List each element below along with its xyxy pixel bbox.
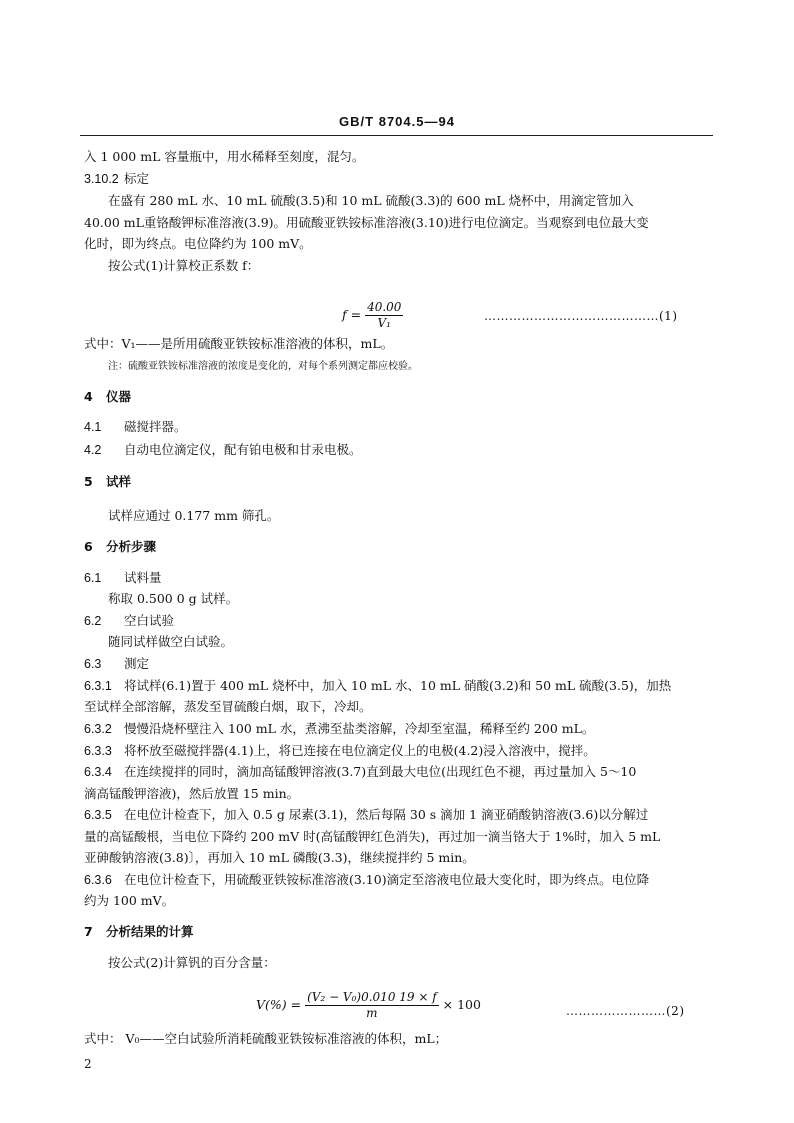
item-text: 将试样(6.1)置于 400 mL 烧杯中，加入 10 mL 水、10 mL 硝酸(3.2)和 50 mL 硫酸(3.5)，加热 [124,678,672,693]
text-line: 按公式(2)计算钒的百分含量： [108,955,276,970]
item-text: 慢慢沿烧杯壁注入 100 mL 水，煮沸至盐类溶解，冷却至室温，稀释至约 200 mL。 [124,721,595,736]
section-title: 分析步骤 [106,539,157,554]
item-6-3 [84,655,149,673]
item-text: 在连续搅拌的同时，滴加高锰酸钾溶液(3.7)直到最大电位(出现红色不褪，再过量加入 5～10 [124,764,637,779]
header-rule [80,135,713,136]
item-text: 测定 [124,656,150,671]
item-text: 空白试验 [124,613,175,628]
section-number: 5 [84,474,93,489]
formula-rhs: × 100 [442,997,481,1012]
section-title: 分析结果的计算 [106,924,194,939]
formula-2-leader: ……………………(2) [566,1004,685,1018]
item-text: 磁搅拌器。 [124,419,187,434]
item-6-3-1 [84,677,671,695]
text-line: 在盛有 280 mL 水、10 mL 硫酸(3.5)和 10 mL 硫酸(3.3)的 600 mL 烧杯中，用滴定管加入 [108,193,634,208]
formula-fraction [365,300,403,331]
item-number: 6.3.2 [84,722,112,736]
section-6-heading [84,538,156,556]
text-line: 化时，即为终点。电位降约为 100 mV。 [84,236,312,251]
page-number: 2 [84,1057,92,1071]
item-text: 自动电位滴定仪，配有铂电极和甘汞电极。 [124,442,362,457]
item-6-2 [84,612,174,630]
item-number: 6.3 [84,657,102,671]
item-6-3-6 [84,871,649,889]
text-line: 随同试样做空白试验。 [108,634,234,649]
text-line: 式中： V₀——空白试验所消耗硫酸亚铁铵标准溶液的体积，mL； [84,1031,448,1046]
item-number: 6.2 [84,614,102,628]
section-title: 试样 [106,474,132,489]
item-text: 将杯放至磁搅拌器(4.1)上，将已连接在电位滴定仪上的电极(4.2)浸入溶液中，搅拌。 [124,743,596,758]
text-line: 试样应通过 0.177 mm 筛孔。 [108,508,280,523]
text-line: 按公式(1)计算校正系数 f： [108,258,260,273]
text-line: 入 1 000 mL 容量瓶中，用水稀释至刻度，混匀。 [84,149,365,164]
text-line: 滴高锰酸钾溶液)，然后放置 15 min。 [84,786,300,801]
section-number: 6 [84,539,93,554]
item-text: 在电位计检查下，加入 0.5 g 尿素(3.1)，然后每隔 30 s 滴加 1 滴亚硝酸钠溶液(3.6)以分解过 [124,807,649,822]
formula-fraction [305,990,439,1021]
item-6-3-5 [84,806,648,824]
section-number: 3.10.2 [84,172,119,186]
item-4-2 [84,441,362,459]
formula-lhs: f = [342,307,362,322]
section-7-heading [84,923,194,941]
section-5-heading [84,473,131,491]
fraction-numerator: (V₂ − V₀)0.010 19 × f [307,990,437,1004]
formula-2 [256,990,481,1021]
note: 注：硫酸亚铁铵标准溶液的浓度是变化的，对每个系列测定都应校验。 [108,361,418,372]
fraction-denominator: V₁ [377,316,391,330]
section-title: 仪器 [106,389,132,404]
item-4-1 [84,418,187,436]
formula-lhs: V(%) = [256,997,302,1012]
item-number: 6.3.3 [84,744,112,758]
text-line: 式中：V₁——是所用硫酸亚铁铵标准溶液的体积，mL。 [84,336,394,351]
item-6-1 [84,569,162,587]
item-6-3-3 [84,742,596,760]
section-title: 标定 [124,171,150,186]
formula-1 [342,300,403,331]
item-number: 4.1 [84,420,102,434]
formula-1-leader: ……………………………………(1) [484,309,678,323]
text-line: 称取 0.500 0 g 试样。 [108,591,239,606]
item-number: 4.2 [84,443,102,457]
fraction-numerator: 40.00 [367,300,402,314]
item-text: 在电位计检查下，用硫酸亚铁铵标准溶液(3.10)滴定至溶液电位最大变化时，即为终点。电位降 [124,872,650,887]
item-number: 6.3.6 [84,873,112,887]
fraction-denominator: m [366,1006,378,1020]
section-number: 7 [84,924,93,939]
item-number: 6.1 [84,571,102,585]
item-number: 6.3.4 [84,765,112,779]
item-number: 6.3.5 [84,808,112,822]
section-4-heading [84,388,131,406]
text-line: 约为 100 mV。 [84,893,175,908]
text-line: 40.00 mL重铬酸钾标准溶液(3.9)。用硫酸亚铁铵标准溶液(3.10)进行电位滴定。当观察到电位最大变 [84,215,649,230]
text-line: 量的高锰酸根，当电位下降约 200 mV 时(高锰酸钾红色消失)，再过加一滴当铬大于 1%时，加入 5 mL [84,829,661,844]
item-6-3-2 [84,720,594,738]
text-line: 亚砷酸钠溶液(3.8)〕，再加入 10 mL 磷酸(3.3)，继续搅拌约 5 min。 [84,850,475,865]
section-number: 4 [84,389,93,404]
text-line: 至试样全部溶解，蒸发至冒硫酸白烟，取下，冷却。 [84,699,372,714]
item-number: 6.3.1 [84,679,112,693]
section-3-10-2 [84,170,149,188]
item-text: 试料量 [124,570,162,585]
item-6-3-4 [84,763,636,781]
standard-header: GB/T 8704.5—94 [339,114,455,129]
